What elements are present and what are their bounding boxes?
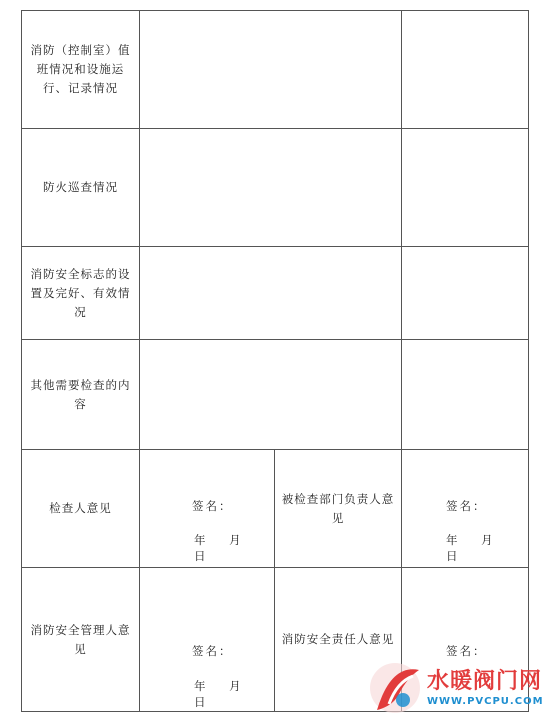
- dept-head-signature-cell[interactable]: [402, 450, 529, 568]
- table-row: [22, 340, 529, 450]
- watermark-url: WWW.PVCPU.COM: [427, 696, 544, 707]
- fire-patrol-input-cell[interactable]: [140, 129, 402, 247]
- watermark-logo-icon: [367, 660, 425, 716]
- table-row: [22, 11, 529, 129]
- row-label-control-room: 消防（控制室）值班情况和设施运行、记录情况: [22, 11, 140, 129]
- inspection-form-table: [21, 10, 529, 712]
- sign-label: 签名：: [192, 644, 233, 658]
- safety-signs-input-cell[interactable]: [140, 247, 402, 340]
- table-row: [22, 129, 529, 247]
- other-items-extra-cell[interactable]: [402, 340, 529, 450]
- sign-label: 签名：: [446, 644, 487, 658]
- date-line: 年 月 日: [446, 533, 494, 563]
- sign-label: 签名：: [192, 499, 233, 513]
- inspector-signature-cell[interactable]: [140, 450, 275, 568]
- sign-label: 签名：: [446, 499, 487, 513]
- watermark: [367, 658, 547, 718]
- date-line: 年 月 日: [194, 533, 242, 563]
- watermark-brand: 水暖阀门网: [427, 669, 543, 694]
- date-line: 年 月 日: [194, 679, 242, 709]
- table-row: [22, 450, 529, 568]
- safety-manager-signature-cell[interactable]: [140, 568, 275, 712]
- row-label-safety-signs: 消防安全标志的设置及完好、有效情况: [22, 247, 140, 340]
- label-safety-responsible-opinion: 消防安全责任人意见: [275, 568, 402, 712]
- control-room-extra-cell[interactable]: [402, 11, 529, 129]
- label-inspector-opinion: 检查人意见: [22, 450, 140, 568]
- table-row: [22, 247, 529, 340]
- row-label-fire-patrol: 防火巡查情况: [22, 129, 140, 247]
- other-items-input-cell[interactable]: [140, 340, 402, 450]
- label-safety-manager-opinion: 消防安全管理人意见: [22, 568, 140, 712]
- control-room-input-cell[interactable]: [140, 11, 402, 129]
- label-inspected-dept-head-opinion: 被检查部门负责人意见: [275, 450, 402, 568]
- safety-signs-extra-cell[interactable]: [402, 247, 529, 340]
- row-label-other-items: 其他需要检查的内容: [22, 340, 140, 450]
- fire-patrol-extra-cell[interactable]: [402, 129, 529, 247]
